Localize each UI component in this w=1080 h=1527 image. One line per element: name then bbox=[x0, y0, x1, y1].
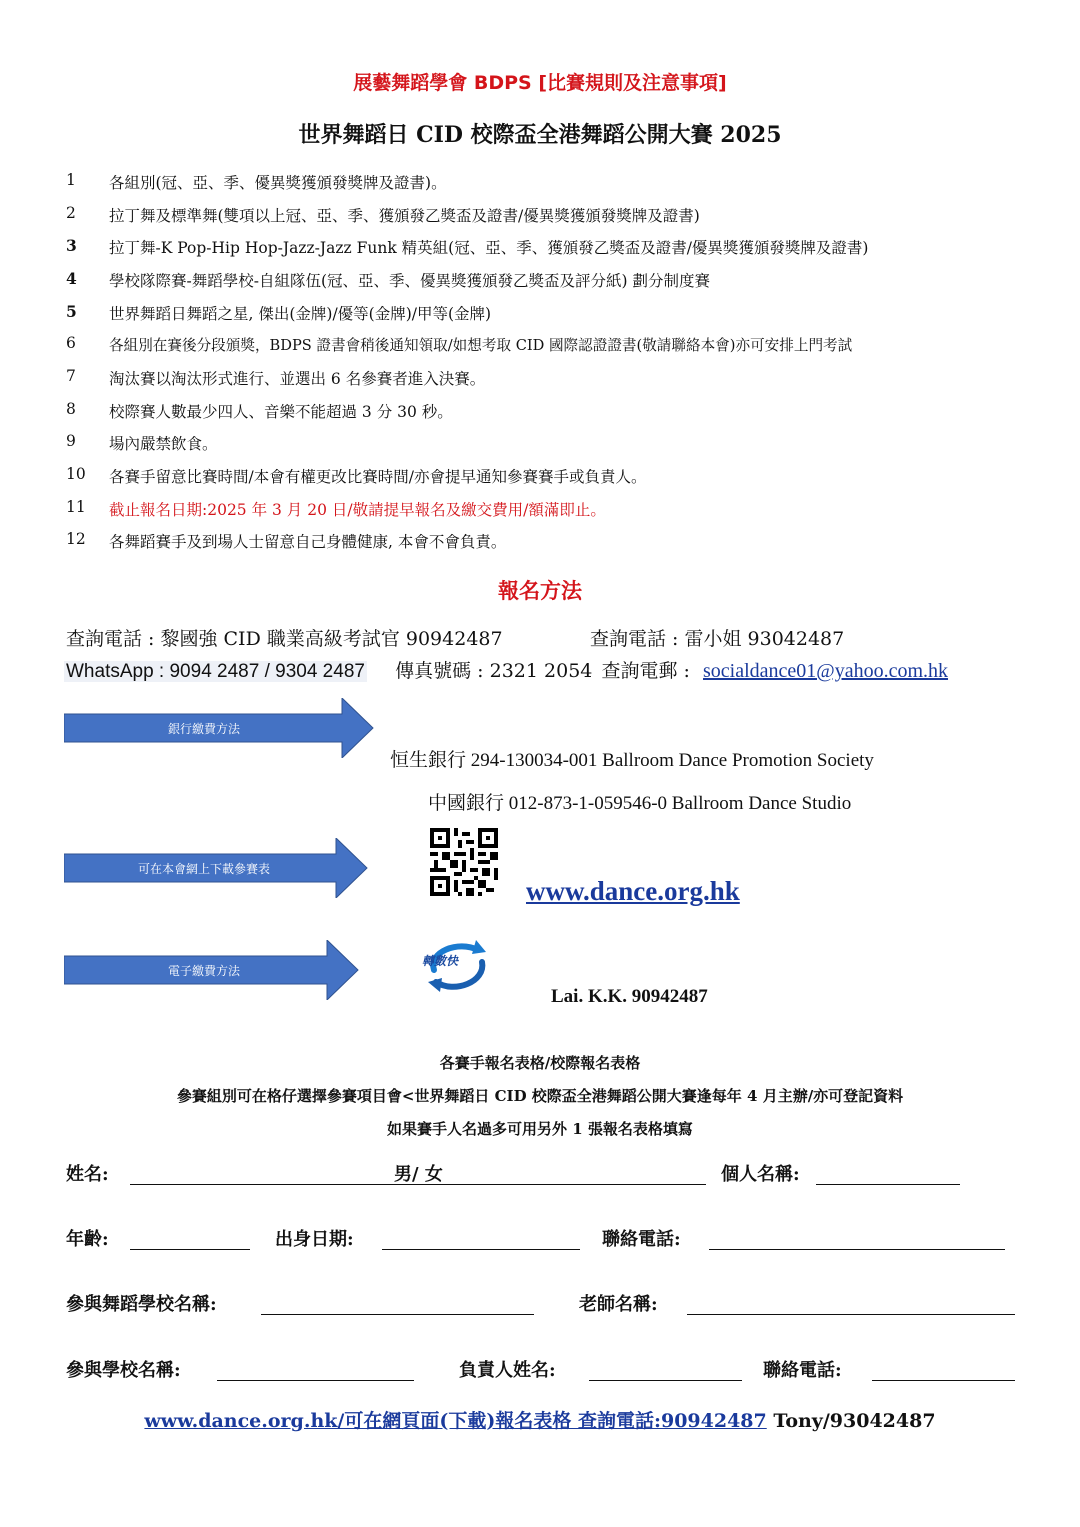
school-label: 參與學校名稱: bbox=[66, 1360, 181, 1381]
form-heading: 各賽手報名表格/校際報名表格 bbox=[439, 1054, 641, 1072]
rule-item: 7 淘汰賽以淘汰形式進行、並選出 6 名參賽者進入決賽。 bbox=[66, 367, 486, 388]
rule-item: 5 世界舞蹈日舞蹈之星, 傑出(金牌)/優等(金牌)/甲等(金牌) bbox=[66, 302, 492, 323]
dob-field[interactable] bbox=[382, 1249, 580, 1250]
org-title: 展藝舞蹈學會 BDPS [比賽規則及注意事項] bbox=[353, 72, 727, 94]
footer-tail: Tony/93042487 bbox=[766, 1410, 936, 1432]
form-row-contact bbox=[66, 1356, 1026, 1388]
gender-field[interactable] bbox=[458, 1184, 706, 1185]
footer-download-link[interactable]: www.dance.org.hk/可在網頁面(下載)報名表格 查詢電話:90942487 bbox=[144, 1410, 767, 1432]
download-form-arrow: 可在本會網上下載參賽表 bbox=[64, 838, 374, 898]
email-link[interactable]: socialdance01@yahoo.com.hk bbox=[703, 660, 949, 682]
person-in-charge-label: 負責人姓名: bbox=[459, 1360, 556, 1381]
phone2-label: 聯絡電話: bbox=[763, 1360, 842, 1381]
form-row-age bbox=[66, 1225, 1026, 1257]
e-payment-arrow: 電子繳費方法 bbox=[64, 940, 374, 1000]
rule-item: 9 場內嚴禁飲食。 bbox=[66, 432, 218, 453]
personal-name-field[interactable] bbox=[816, 1184, 960, 1185]
bank-account-boc: 中國銀行 012-873-1-059546-0 Ballroom Dance Studio bbox=[428, 793, 852, 814]
footer bbox=[0, 1406, 1080, 1433]
method-title: 報名方法 bbox=[498, 578, 582, 603]
age-label: 年齡: bbox=[66, 1229, 109, 1250]
teacher-field[interactable] bbox=[687, 1314, 1015, 1315]
whatsapp-text: WhatsApp : 9094 2487 / 9304 2487 bbox=[66, 661, 365, 682]
rule-item: 8 校際賽人數最少四人、音樂不能超過 3 分 30 秒。 bbox=[66, 400, 453, 421]
form-note: 如果賽手人名過多可用另外 1 張報名表格填寫 bbox=[387, 1120, 693, 1138]
age-field[interactable] bbox=[130, 1249, 250, 1250]
personal-name-label: 個人名稱: bbox=[721, 1164, 800, 1185]
form-subheading: 參賽組別可在格仔選擇參賽項目會<世界舞蹈日 CID 校際盃全港舞蹈公開大賽逢每年 4 月主辦/亦可登記資料 bbox=[176, 1087, 904, 1105]
teacher-label: 老師名稱: bbox=[579, 1294, 658, 1315]
dance-school-label: 參與舞蹈學校名稱: bbox=[66, 1294, 217, 1315]
website-link[interactable]: www.dance.org.hk bbox=[526, 876, 740, 906]
rule-item: 1 各組別(冠、亞、季、優異獎獲頒發獎牌及證書)。 bbox=[66, 171, 447, 192]
fps-logo bbox=[420, 936, 492, 996]
name-label: 姓名: bbox=[66, 1164, 109, 1185]
fps-logo-text: 轉數快 bbox=[422, 954, 459, 968]
person-in-charge-field[interactable] bbox=[589, 1380, 742, 1381]
school-field[interactable] bbox=[217, 1380, 414, 1381]
rule-item: 6 各組別在賽後分段頒獎，BDPS 證書會稍後通知領取/如想考取 CID 國際認證證書(敬請聯絡本會)亦可安排上門考試 bbox=[66, 334, 853, 354]
form-row-name bbox=[66, 1160, 1026, 1192]
phone-field[interactable] bbox=[709, 1249, 1005, 1250]
event-title: 世界舞蹈日 CID 校際盃全港舞蹈公開大賽 2025 bbox=[298, 122, 782, 148]
rule-item-deadline: 11 截止報名日期:2025 年 3 月 20 日/敬請提早報名及繳交費用/額滿即止。 bbox=[66, 498, 606, 519]
contact-phone-2: 查詢電話 : 雷小姐 93042487 bbox=[590, 628, 845, 650]
rule-item: 3 拉丁舞-K Pop-Hip Hop-Jazz-Jazz Funk 精英組(冠、亞、季、獲頒發乙獎盃及證書/優異獎獲頒發獎牌及證書) bbox=[66, 236, 869, 257]
rule-item: 10 各賽手留意比賽時間/本會有權更改比賽時間/亦會提早通知參賽賽手或負責人。 bbox=[66, 465, 647, 486]
fps-account-name: Lai. K.K. 90942487 bbox=[551, 986, 708, 1007]
bank-account-hangseng: 恒生銀行 294-130034-001 Ballroom Dance Promotion Society bbox=[390, 750, 874, 771]
contact-phone-1: 查詢電話 : 黎國強 CID 職業高級考試官 90942487 bbox=[66, 628, 503, 650]
contact-row-2 bbox=[64, 656, 948, 683]
bank-transfer-arrow: 銀行繳費方法 bbox=[64, 698, 374, 758]
dance-school-field[interactable] bbox=[261, 1314, 534, 1315]
gender-label: 男/ 女 bbox=[394, 1164, 443, 1185]
phone-label: 聯絡電話: bbox=[602, 1229, 681, 1250]
form-row-school bbox=[66, 1290, 1026, 1322]
fax-label: 傳真號碼 : 2321 2054 bbox=[395, 660, 593, 682]
rule-item: 2 拉丁舞及標準舞(雙項以上冠、亞、季、獲頒發乙獎盃及證書/優異獎獲頒發獎牌及證書) bbox=[66, 204, 700, 225]
email-label: 查詢電郵 : bbox=[601, 660, 690, 682]
dob-label: 出身日期: bbox=[275, 1229, 354, 1250]
rule-item: 12 各舞蹈賽手及到場人士留意自己身體健康, 本會不會負責。 bbox=[66, 530, 507, 551]
phone2-field[interactable] bbox=[872, 1380, 1015, 1381]
rule-item: 4 學校隊際賽-舞蹈學校-自組隊伍(冠、亞、季、優異獎獲頒發乙獎盃及評分紙) 劃分制度賽 bbox=[66, 269, 710, 290]
qr-code-icon[interactable] bbox=[430, 828, 498, 900]
